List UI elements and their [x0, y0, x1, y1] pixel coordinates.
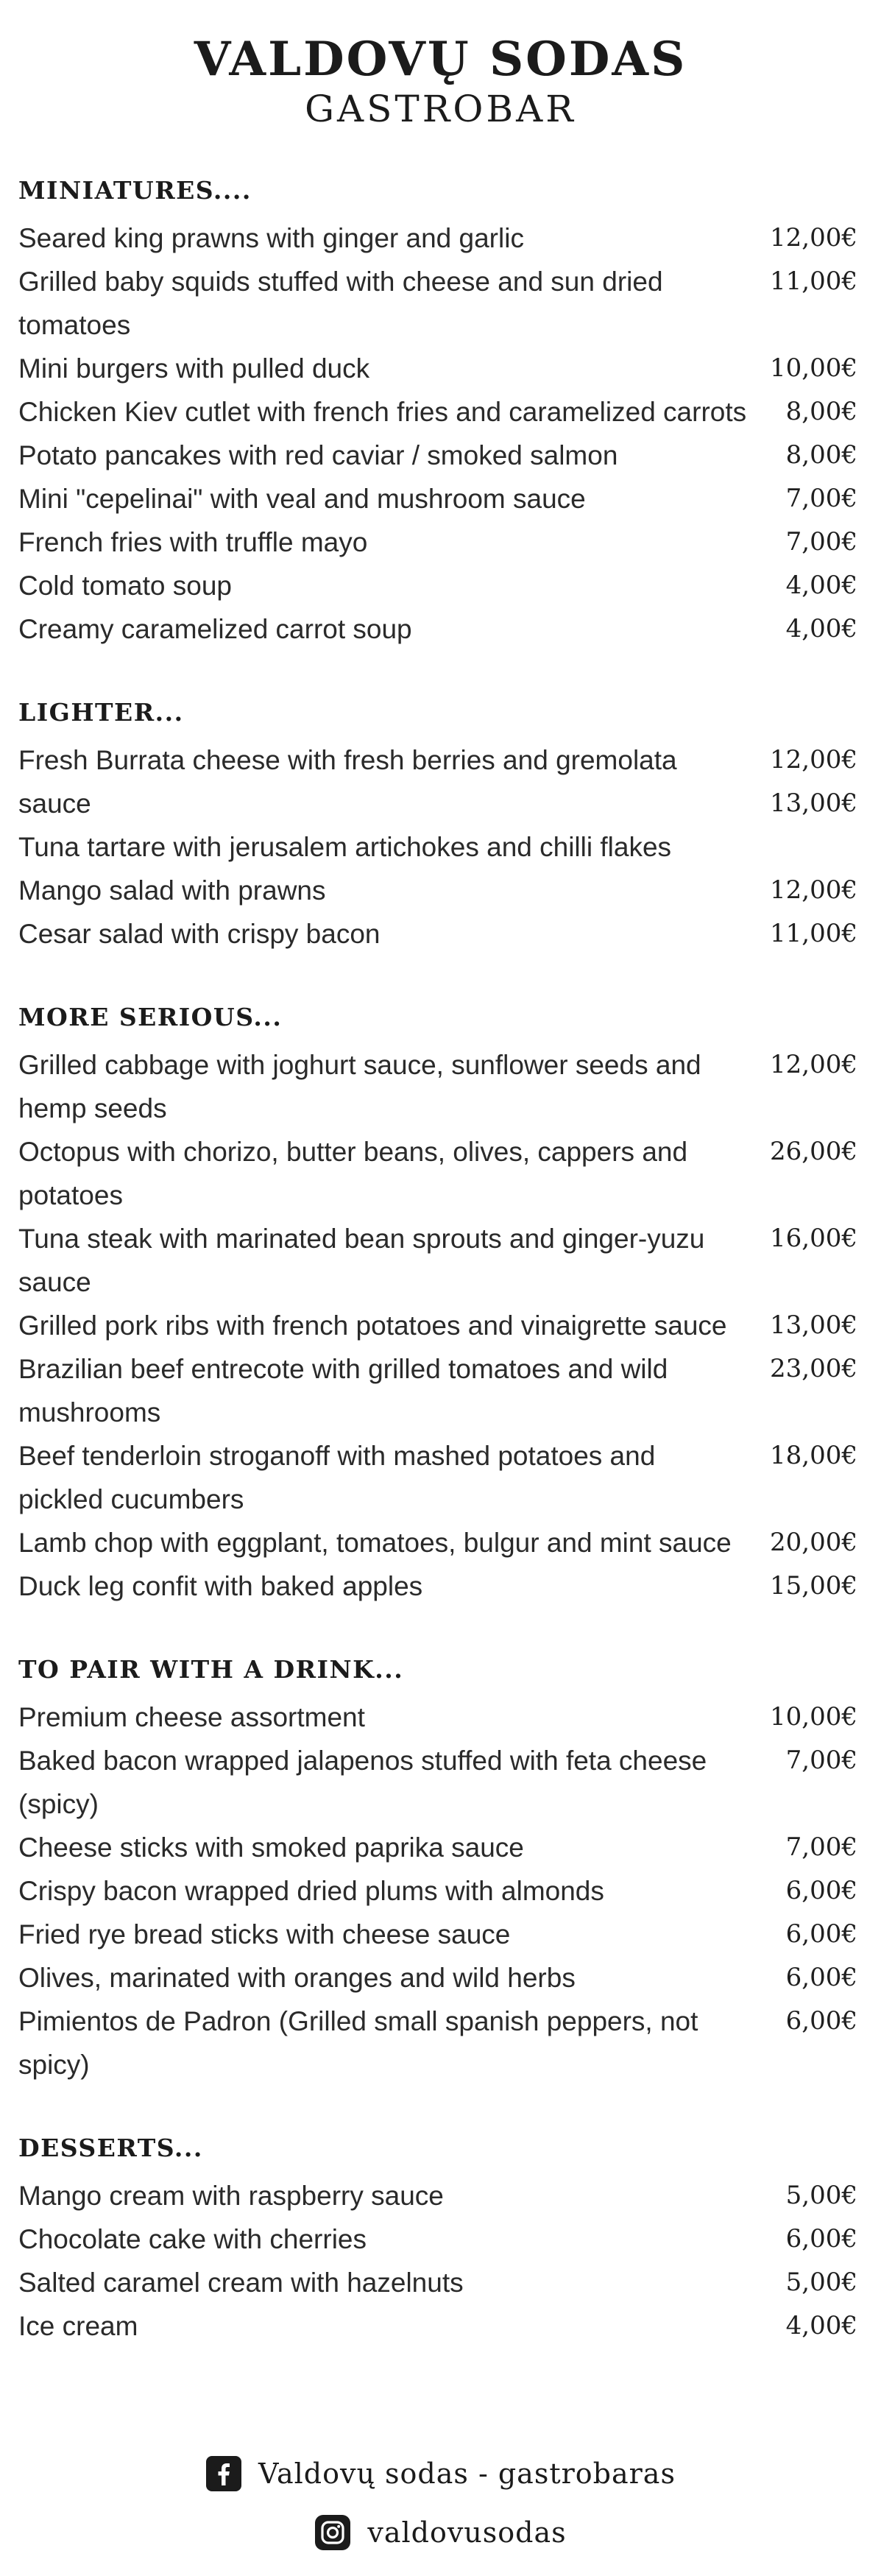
menu-item — [18, 2217, 857, 2261]
menu-section — [18, 174, 857, 651]
item-price-value: 7,00€ — [785, 1746, 857, 1775]
item-price-value: 4,00€ — [785, 571, 857, 600]
item-price — [754, 434, 857, 477]
item-price-value: 16,00€ — [770, 1224, 857, 1253]
menu-item — [18, 2304, 857, 2348]
item-price — [754, 390, 857, 434]
menu-section — [18, 1653, 857, 2086]
item-price — [754, 216, 857, 260]
item-price — [754, 2217, 857, 2261]
item-price-value-alt: 13,00€ — [770, 788, 857, 818]
menu-item — [18, 1739, 857, 1826]
instagram-label: valdovusodas — [367, 2516, 567, 2549]
item-price-value: 8,00€ — [785, 397, 857, 426]
item-price — [754, 1130, 857, 1174]
menu-item — [18, 1217, 857, 1304]
item-price — [754, 564, 857, 607]
menu-item — [18, 2174, 857, 2217]
item-name: Potato pancakes with red caviar / smoked salmon — [18, 440, 618, 470]
restaurant-subtitle: GASTROBAR — [305, 88, 576, 130]
item-price-value: 6,00€ — [785, 2224, 857, 2254]
item-price-value: 26,00€ — [770, 1137, 857, 1166]
item-price-value: 6,00€ — [785, 2006, 857, 2036]
item-price-value: 7,00€ — [785, 527, 857, 557]
item-name: Chocolate cake with cherries — [18, 2224, 367, 2254]
item-price-value: 7,00€ — [785, 484, 857, 513]
item-price — [754, 1434, 857, 1478]
item-name: Octopus with chorizo, butter beans, olives, cappers and potatoes — [18, 1137, 688, 1210]
item-price-value: 8,00€ — [785, 440, 857, 470]
item-name: Mini "cepelinai" with veal and mushroom sauce — [18, 484, 586, 514]
item-price — [754, 869, 857, 912]
item-price — [754, 347, 857, 390]
item-name: Beef tenderloin stroganoff with mashed potatoes and pickled cucumbers — [18, 1441, 656, 1514]
menu-item — [18, 1564, 857, 1608]
menu-section — [18, 2131, 857, 2348]
item-name: Brazilian beef entrecote with grilled tomatoes and wild mushrooms — [18, 1354, 668, 1428]
menu-item — [18, 607, 857, 651]
menu-item — [18, 1956, 857, 2000]
menu-item — [18, 1304, 857, 1347]
item-price-value: 4,00€ — [785, 2311, 857, 2340]
item-price — [754, 1739, 857, 1782]
item-name: Pimientos de Padron (Grilled small spanish peppers, not spicy) — [18, 2006, 698, 2080]
item-name: Fresh Burrata cheese with fresh berries and gremolata sauce — [18, 745, 677, 819]
item-price — [754, 2304, 857, 2348]
item-price — [754, 2174, 857, 2217]
item-name: Cold tomato soup — [18, 571, 233, 601]
item-price — [754, 738, 857, 825]
item-price — [754, 2261, 857, 2304]
menu-item — [18, 1869, 857, 1913]
header — [0, 0, 881, 131]
item-name: Cheese sticks with smoked paprika sauce — [18, 1832, 524, 1863]
facebook-link[interactable] — [0, 2444, 881, 2503]
item-name: Cesar salad with crispy bacon — [18, 919, 381, 949]
item-price — [754, 521, 857, 564]
menu-item — [18, 347, 857, 390]
item-price — [754, 1956, 857, 2000]
item-name: Olives, marinated with oranges and wild herbs — [18, 1963, 576, 1993]
item-price — [754, 1043, 857, 1087]
item-price — [754, 1869, 857, 1913]
facebook-icon — [205, 2455, 242, 2492]
item-name: Baked bacon wrapped jalapenos stuffed with feta cheese (spicy) — [18, 1746, 707, 1819]
item-price-value: 5,00€ — [785, 2181, 857, 2210]
item-price-value: 18,00€ — [770, 1441, 857, 1470]
section-title: MORE SERIOUS... — [18, 1003, 283, 1031]
item-name: Tuna steak with marinated bean sprouts and ginger-yuzu sauce — [18, 1224, 705, 1297]
item-name: Mini burgers with pulled duck — [18, 353, 370, 384]
facebook-label: Valdovų sodas - gastrobaras — [258, 2457, 676, 2490]
item-price — [754, 1347, 857, 1391]
item-price-value: 12,00€ — [770, 745, 857, 774]
item-price-value: 7,00€ — [785, 1832, 857, 1862]
menu-item — [18, 912, 857, 956]
menu-item — [18, 1695, 857, 1739]
item-price-value: 20,00€ — [770, 1528, 857, 1557]
menu-item — [18, 1130, 857, 1217]
menu-item — [18, 1347, 857, 1434]
menu-item — [18, 390, 857, 434]
menu-item — [18, 477, 857, 521]
item-price-value: 12,00€ — [770, 223, 857, 253]
item-price — [754, 2000, 857, 2043]
item-name: Fried rye bread sticks with cheese sauce — [18, 1919, 511, 1949]
instagram-icon — [314, 2514, 351, 2551]
item-price-value: 6,00€ — [785, 1919, 857, 1949]
section-title: MINIATURES.... — [18, 176, 252, 205]
menu-item — [18, 1913, 857, 1956]
menu-item — [18, 2261, 857, 2304]
item-price-value: 10,00€ — [770, 353, 857, 383]
section-title: DESSERTS... — [18, 2134, 203, 2162]
item-price — [754, 477, 857, 521]
item-name: Mango salad with prawns — [18, 875, 326, 906]
menu-item — [18, 1521, 857, 1564]
menu-item — [18, 1434, 857, 1521]
item-price — [754, 1695, 857, 1739]
menu-item — [18, 825, 857, 869]
item-price-value: 12,00€ — [770, 1050, 857, 1079]
section-title: TO PAIR WITH A DRINK... — [18, 1655, 404, 1684]
item-name: Crispy bacon wrapped dried plums with almonds — [18, 1876, 604, 1906]
item-price — [754, 912, 857, 956]
menu-list — [18, 174, 857, 2393]
item-name: Mango cream with raspberry sauce — [18, 2181, 444, 2211]
menu-item — [18, 521, 857, 564]
item-price — [754, 1304, 857, 1347]
restaurant-title: VALDOVŲ SODAS — [194, 32, 687, 87]
item-name: Salted caramel cream with hazelnuts — [18, 2268, 464, 2298]
item-price-value: 11,00€ — [770, 267, 857, 296]
item-name: Seared king prawns with ginger and garlic — [18, 223, 524, 253]
item-price — [754, 1217, 857, 1260]
menu-item — [18, 2000, 857, 2086]
menu-section — [18, 1001, 857, 1608]
item-name: Grilled cabbage with joghurt sauce, sunflower seeds and hemp seeds — [18, 1050, 701, 1123]
item-price-value: 12,00€ — [770, 875, 857, 905]
item-price — [754, 1564, 857, 1608]
item-price-value: 11,00€ — [770, 919, 857, 948]
menu-item — [18, 738, 857, 825]
menu-section — [18, 696, 857, 956]
item-name: Lamb chop with eggplant, tomatoes, bulgur and mint sauce — [18, 1528, 732, 1558]
item-name: Grilled baby squids stuffed with cheese and sun dried tomatoes — [18, 267, 663, 340]
item-price — [754, 1913, 857, 1956]
item-price — [754, 607, 857, 651]
item-price-value: 5,00€ — [785, 2268, 857, 2297]
item-name: Premium cheese assortment — [18, 1702, 365, 1732]
section-title: LIGHTER... — [18, 698, 184, 727]
item-price — [754, 1826, 857, 1869]
footer — [0, 2444, 881, 2562]
item-price-value: 13,00€ — [770, 1310, 857, 1340]
item-name: Ice cream — [18, 2311, 138, 2341]
instagram-link[interactable] — [0, 2503, 881, 2562]
item-name: Creamy caramelized carrot soup — [18, 614, 412, 644]
item-price-value: 10,00€ — [770, 1702, 857, 1732]
item-price-value: 23,00€ — [770, 1354, 857, 1383]
menu-item — [18, 434, 857, 477]
menu-item — [18, 1826, 857, 1869]
item-price-value: 6,00€ — [785, 1876, 857, 1905]
item-name: Tuna tartare with jerusalem artichokes and chilli flakes — [18, 832, 672, 862]
item-price — [754, 1521, 857, 1564]
menu-item — [18, 564, 857, 607]
item-price — [754, 260, 857, 303]
item-name: French fries with truffle mayo — [18, 527, 368, 557]
item-price-value: 4,00€ — [785, 614, 857, 643]
menu-item — [18, 216, 857, 260]
menu-item — [18, 869, 857, 912]
item-price-value: 6,00€ — [785, 1963, 857, 1992]
menu-item — [18, 260, 857, 347]
item-name: Duck leg confit with baked apples — [18, 1571, 423, 1601]
menu-item — [18, 1043, 857, 1130]
item-name: Grilled pork ribs with french potatoes and vinaigrette sauce — [18, 1310, 727, 1341]
item-name: Chicken Kiev cutlet with french fries and caramelized carrots — [18, 397, 747, 427]
item-price-value: 15,00€ — [770, 1571, 857, 1601]
